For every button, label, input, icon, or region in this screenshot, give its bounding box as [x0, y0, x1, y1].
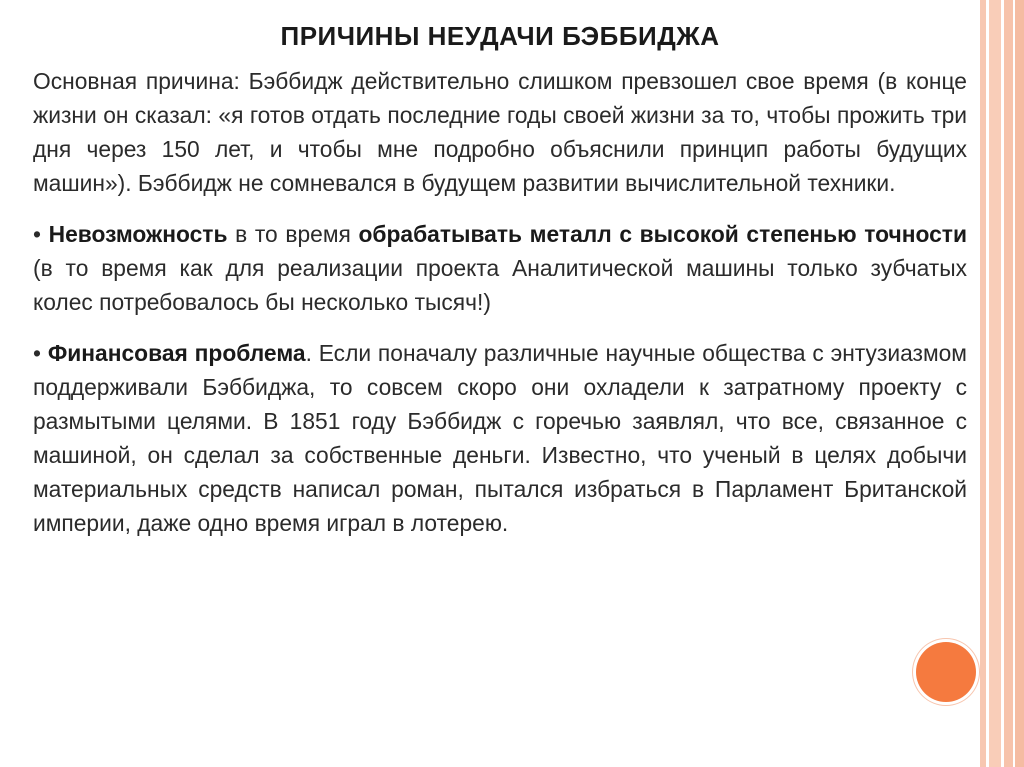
bullet-text: в то время [227, 221, 359, 247]
bullet-finance [33, 336, 967, 540]
slide-body [33, 64, 967, 540]
bullet-marker: • [33, 340, 41, 366]
bold-term: Финансовая проблема [47, 340, 306, 366]
slide-title: ПРИЧИНЫ НЕУДАЧИ БЭББИДЖА [280, 21, 720, 51]
decorative-circle-icon [916, 642, 976, 702]
bullet-marker: • [33, 221, 41, 247]
bullet-precision [33, 217, 967, 319]
paragraph-main-reason: Основная причина: Бэббидж действительно слишком превзошел свое время (в конце жизни он сказал: «я готов отдать последние годы своей жизни за то, чтобы прожить три дня через 150 лет, и чтобы мне подробно объяснили принцип работы будущих машин»). Бэббидж не сомневался в будущем развитии вычислительной техники. [33, 68, 967, 196]
bullet-text: (в то время как для реализации проекта Аналитической машины только зубчатых колес потребовалось бы несколько тысяч!) [33, 255, 967, 315]
bold-term: Невозможность [48, 221, 228, 247]
bullet-text: . Если поначалу различные научные общества с энтузиазмом поддерживали Бэббиджа, то совсем скоро они охладели к затратному проекту с размытыми целями. В 1851 году Бэббидж с горечью заявлял, что все, связанное с машиной, он сделал за собственные деньги. Известно, что ученый в целях добычи материальных средств написал роман, пытался избраться в Парламент Британской империи, даже одно время играл в лотерею. [33, 340, 967, 536]
decorative-stripes [980, 0, 1024, 767]
stripe [1004, 0, 1013, 767]
stripe [989, 0, 1001, 767]
bold-term: обрабатывать металл с высокой степенью точности [358, 221, 967, 247]
stripe [1015, 0, 1024, 767]
